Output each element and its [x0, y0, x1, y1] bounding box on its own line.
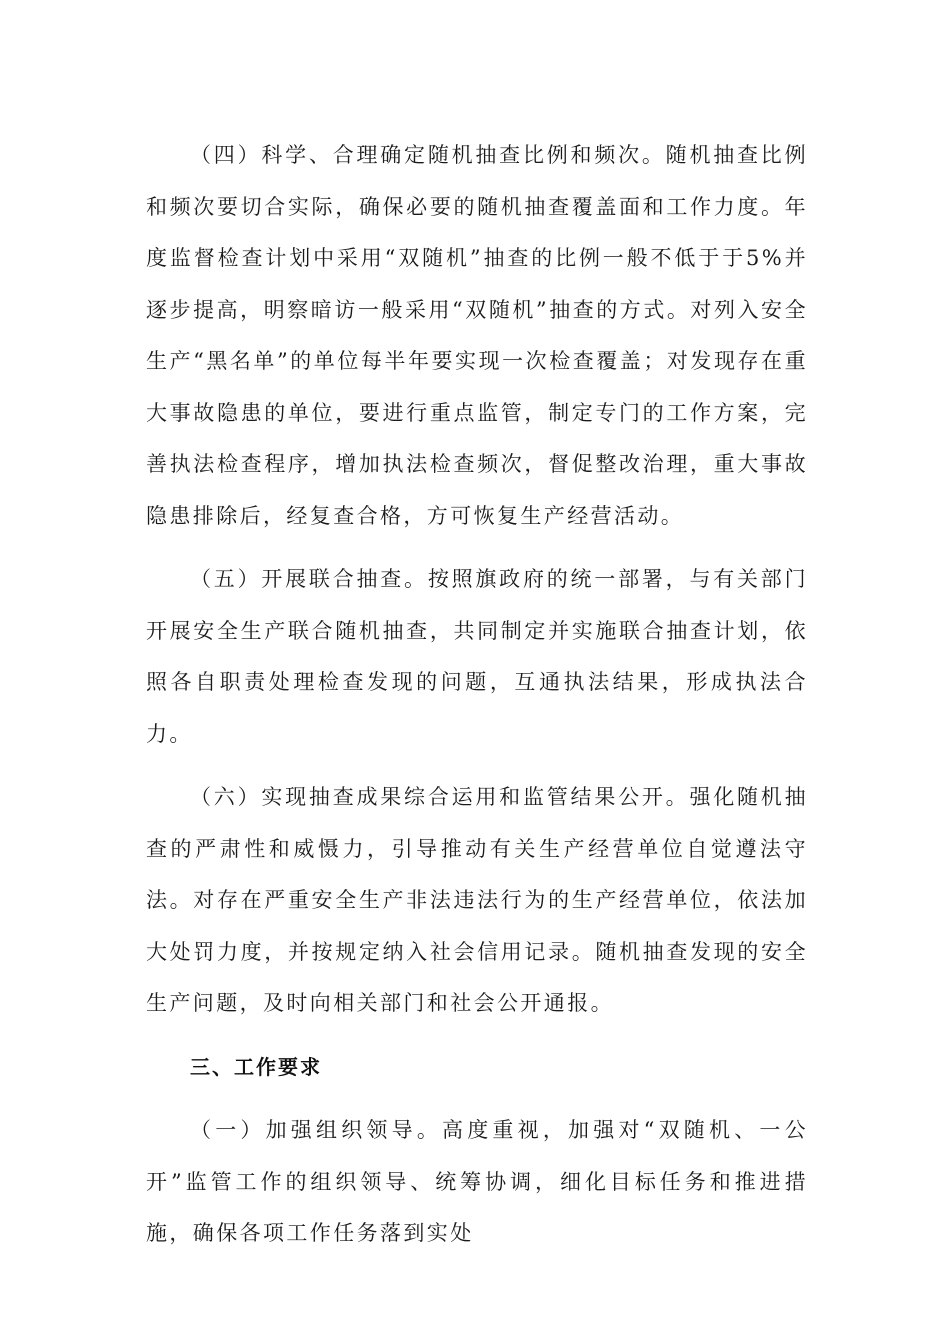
- document-body: [146, 130, 808, 1260]
- paragraph-item-6: （六）实现抽查成果综合运用和监管结果公开。强化随机抽查的严肃性和威慑力，引导推动有关生产经营单位自觉遵法守法。对存在严重安全生产非法违法行为的生产经营单位，依法加大处罚力度，并按规定纳入社会信用记录。随机抽查发现的安全生产问题，及时向相关部门和社会公开通报。: [146, 785, 808, 1015]
- paragraph-item-1: （一）加强组织领导。高度重视，加强对“双随机、一公开”监管工作的组织领导、统筹协调，细化目标任务和推进措施，确保各项工作任务落到实处: [146, 1118, 808, 1245]
- section-heading: 三、工作要求: [190, 1054, 322, 1079]
- paragraph-item-5: （五）开展联合抽查。按照旗政府的统一部署，与有关部门开展安全生产联合随机抽查，共同制定并实施联合抽查计划，依照各自职责处理检查发现的问题，互通执法结果，形成执法合力。: [146, 567, 808, 746]
- paragraph-item-4: （四）科学、合理确定随机抽查比例和频次。随机抽查比例和频次要切合实际，确保必要的随机抽查覆盖面和工作力度。年度监督检查计划中采用“双随机”抽查的比例一般不低于于5%并逐步提高，明察暗访一般采用“双随机”抽查的方式。对列入安全生产“黑名单”的单位每半年要实现一次检查覆盖；对发现存在重大事故隐患的单位，要进行重点监管，制定专门的工作方案，完善执法检查程序，增加执法检查频次，督促整改治理，重大事故隐患排除后，经复查合格，方可恢复生产经营活动。: [146, 143, 808, 528]
